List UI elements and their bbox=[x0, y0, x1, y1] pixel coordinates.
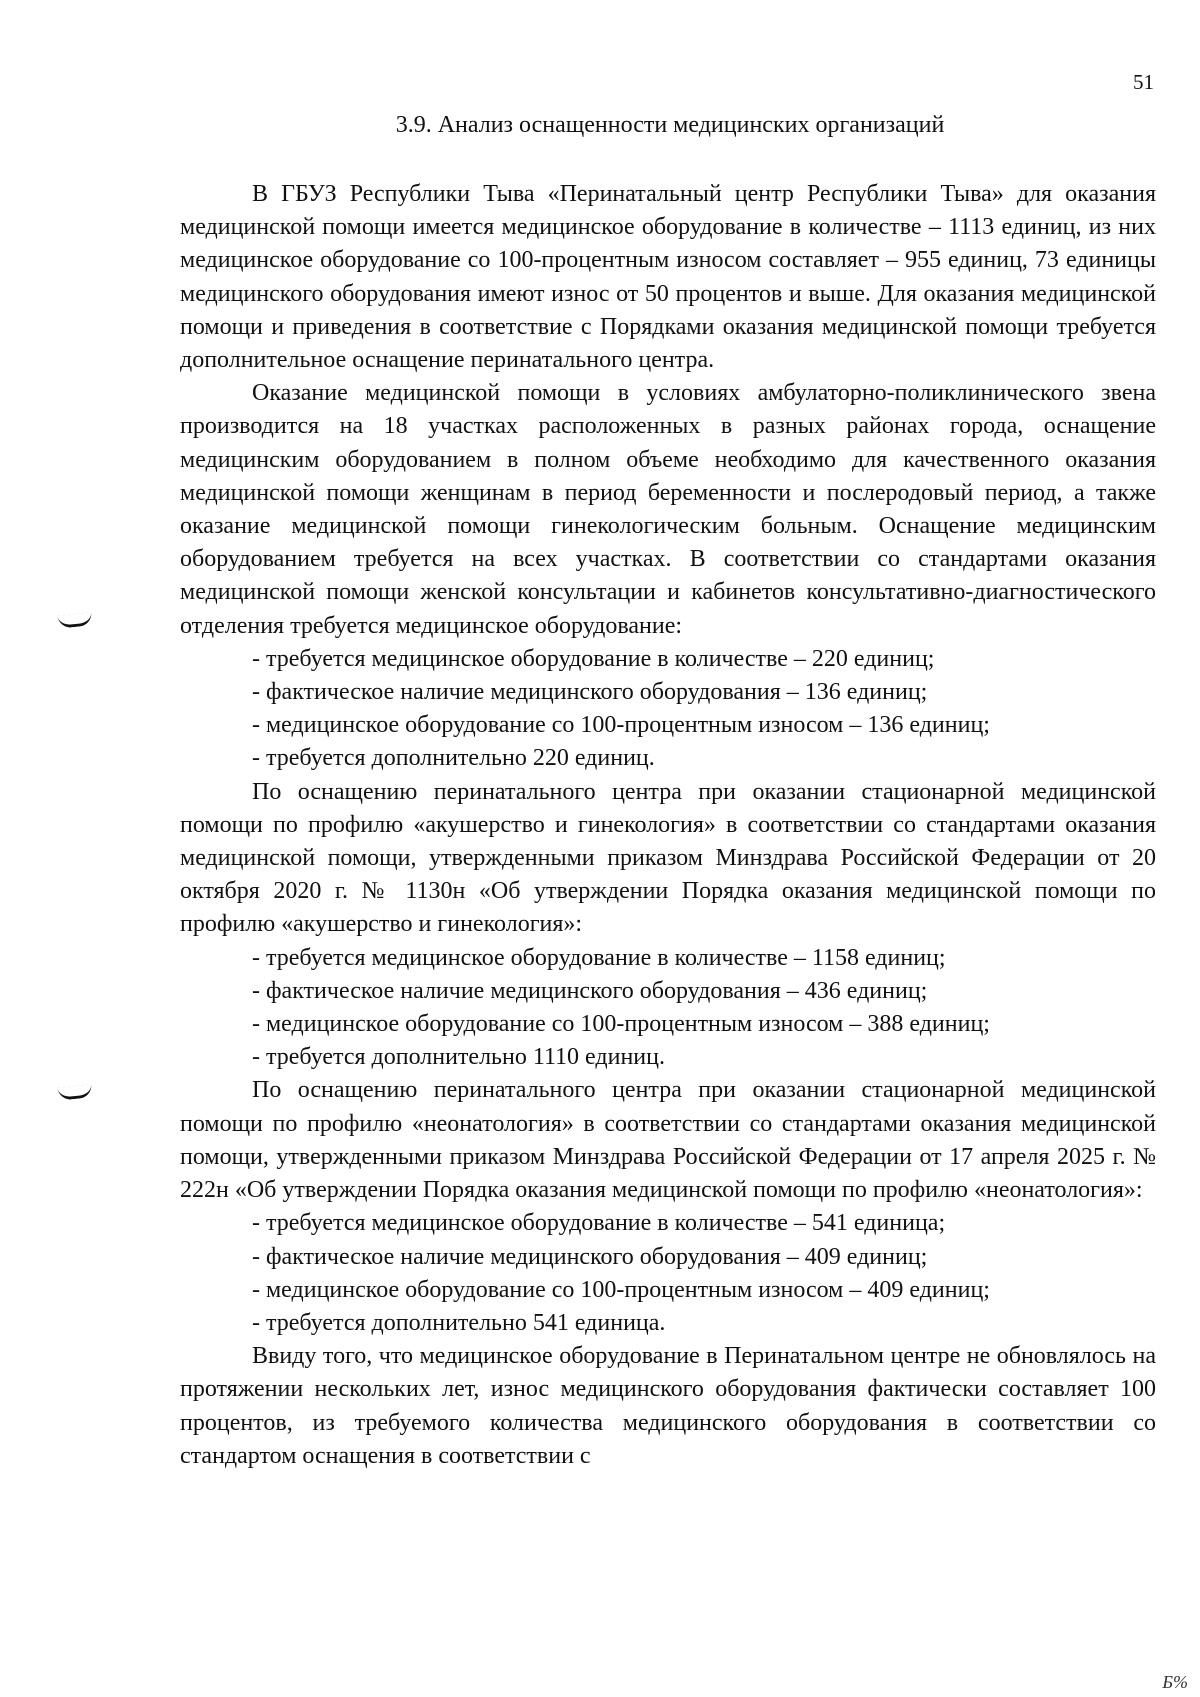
list-item: - медицинское оборудование со 100-процентным износом – 136 единиц; bbox=[252, 712, 990, 739]
list-item: - требуется дополнительно 541 единица. bbox=[252, 1309, 666, 1336]
paragraph-outpatient: Оказание медицинской помощи в условиях амбулаторно-поликлинического звена производится на 18 участках расположенных в разных районах города, оснащение медицинским оборудованием в полном объеме необходимо для качественного оказания медицинской помощи женщинам в период беременности и послеродовый период, а также оказание медицинской помощи гинекологическим больным. Оснащение медицинским оборудованием требуется на всех участках. В соответствии со стандартами оказания медицинской помощи женской консультации и кабинетов консультативно-диагностического отделения требуется медицинское оборудование: bbox=[180, 380, 1156, 639]
binder-mark-icon bbox=[57, 1084, 92, 1100]
paragraph-conclusion: Ввиду того, что медицинское оборудование в Перинатальном центре не обновлялось на протяжении нескольких лет, износ медицинского оборудования фактически составляет 100 процентов, из требуемого количества медицинского оборудования в соответствии со стандартом оснащения в соответствии с bbox=[180, 1343, 1156, 1469]
list-item: - медицинское оборудование со 100-процентным износом – 388 единиц; bbox=[252, 1011, 990, 1038]
list-item: - медицинское оборудование со 100-процентным износом – 409 единиц; bbox=[252, 1276, 990, 1303]
binder-mark-icon bbox=[57, 612, 92, 628]
list-item: - требуется медицинское оборудование в количестве – 1158 единиц; bbox=[252, 944, 946, 971]
paragraph-equipment-overview: В ГБУЗ Республики Тыва «Перинатальный центр Республики Тыва» для оказания медицинской помощи имеется медицинское оборудование в количестве – 1113 единиц, из них медицинское оборудование со 100-процентным износом составляет – 955 единиц, 73 единицы медицинского оборудования имеют износ от 50 процентов и выше. Для оказания медицинской помощи и приведения в соответствие с Порядками оказания медицинской помощи требуется дополнительное оснащение перинатального центра. bbox=[180, 181, 1156, 374]
paragraph-neonatology: По оснащению перинатального центра при оказании стационарной медицинской помощи по профилю «неонатология» в соответствии со стандартами оказания медицинской помощи, утвержденными приказом Минздрава Российской Федерации от 17 апреля 2025 г. № 222н «Об утверждении Порядка оказания медицинской помощи по профилю «неонатология»: bbox=[180, 1077, 1156, 1204]
list-item: - фактическое наличие медицинского оборудования – 409 единиц; bbox=[252, 1243, 928, 1270]
corner-mark: Б% bbox=[1162, 1672, 1188, 1692]
list-item: - требуется медицинское оборудование в количестве – 220 единиц; bbox=[252, 645, 935, 672]
page-number: 51 bbox=[1133, 70, 1154, 94]
list-item: - требуется дополнительно 220 единиц. bbox=[252, 745, 655, 772]
section-title: 3.9. Анализ оснащенности медицинских организаций bbox=[395, 112, 945, 138]
list-item: - фактическое наличие медицинского оборудования – 436 единиц; bbox=[252, 977, 928, 1004]
list-item: - требуется медицинское оборудование в количестве – 541 единица; bbox=[252, 1210, 946, 1237]
document-body bbox=[180, 178, 1156, 1473]
list-item: - фактическое наличие медицинского оборудования – 136 единиц; bbox=[252, 679, 928, 706]
list-item: - требуется дополнительно 1110 единиц. bbox=[252, 1044, 665, 1071]
paragraph-obstetrics: По оснащению перинатального центра при оказании стационарной медицинской помощи по профилю «акушерство и гинекология» в соответствии со стандартами оказания медицинской помощи, утвержденными приказом Минздрава Российской Федерации от 20 октября 2020 г. № 1130н «Об утверждении Порядка оказания медицинской помощи по профилю «акушерство и гинекология»: bbox=[180, 778, 1156, 938]
